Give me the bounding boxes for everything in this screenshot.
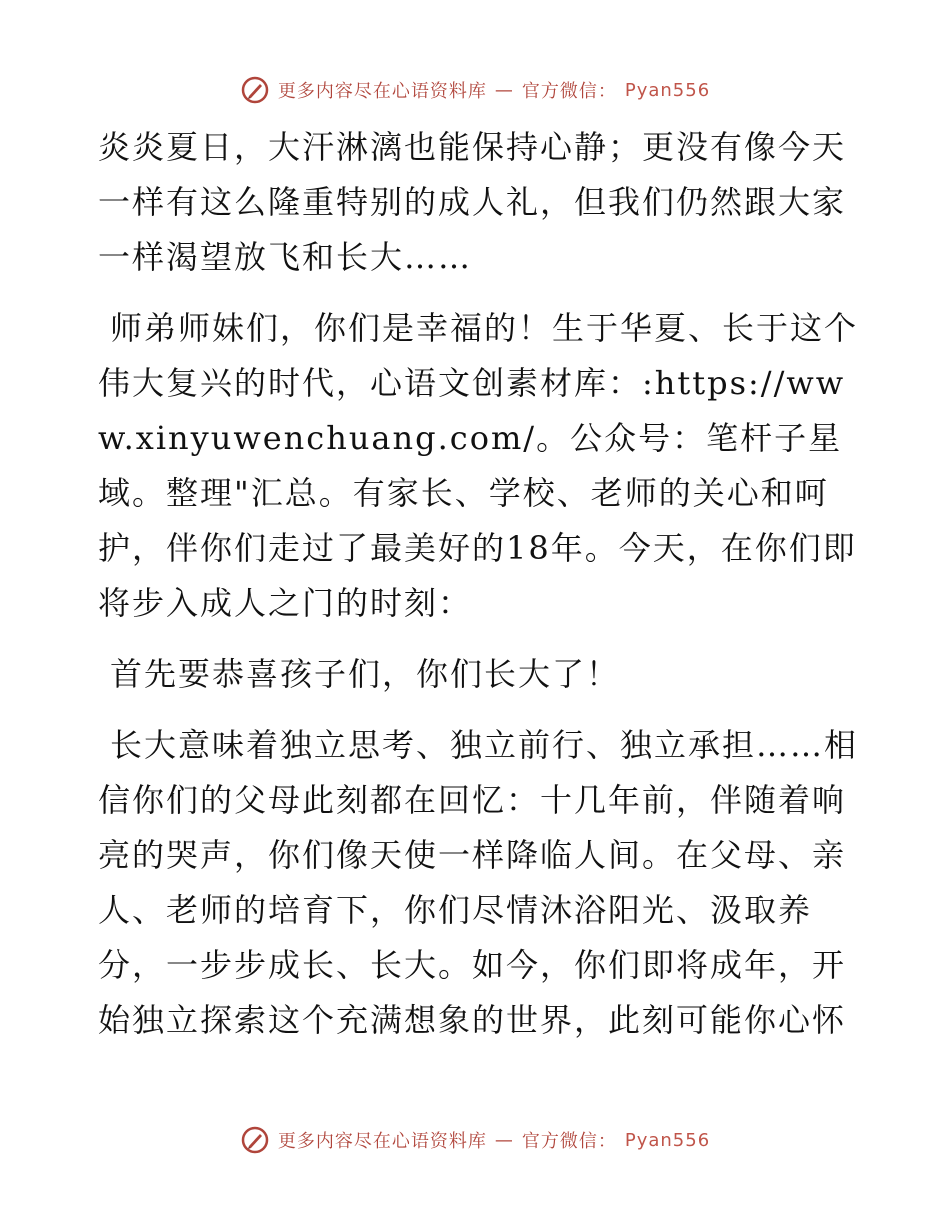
paragraph-1: 炎炎夏日，大汗淋漓也能保持心静；更没有像今天一样有这么隆重特别的成人礼，但我们仍然跟大家一样渴望放飞和长大…… bbox=[98, 128, 847, 276]
header-watermark bbox=[0, 70, 950, 110]
wechat-id: Pyan556 bbox=[624, 1129, 711, 1151]
document-body bbox=[98, 120, 858, 1100]
pen-logo-icon bbox=[240, 1125, 270, 1155]
separator: — bbox=[494, 1129, 514, 1151]
wechat-label: 官方微信： bbox=[521, 1131, 617, 1152]
pen-logo-icon bbox=[240, 75, 270, 105]
wechat-id: Pyan556 bbox=[624, 79, 711, 101]
paragraph-3: 首先要恭喜孩子们，你们长大了！ bbox=[110, 655, 621, 693]
wechat-label: 官方微信： bbox=[521, 81, 617, 102]
paragraph-4: 长大意味着独立思考、独立前行、独立承担……相信你们的父母此刻都在回忆：十几年前，伴随着响亮的哭声，你们像天使一样降临人间。在父母、亲人、老师的培育下，你们尽情沐浴阳光、汲取养分，一步步成长、长大。如今，你们即将成年，开始独立探索这个充满想象的世界，此刻可能你心怀 bbox=[98, 726, 858, 1039]
site-text: 更多内容尽在心语资料库 bbox=[277, 1131, 487, 1152]
footer-watermark bbox=[0, 1120, 950, 1160]
paragraph-2: 师弟师妹们，你们是幸福的！生于华夏、长于这个伟大复兴的时代，心语文创素材库：:https://www.xinyuwenchuang.com/。公众号：笔杆子星域。整理"汇总。有家长、学校、老师的关心和呵护，伴你们走过了最美好的18年。今天，在你们即将步入成人之门的时刻： bbox=[98, 309, 858, 622]
site-text: 更多内容尽在心语资料库 bbox=[277, 81, 487, 102]
separator: — bbox=[494, 79, 514, 101]
